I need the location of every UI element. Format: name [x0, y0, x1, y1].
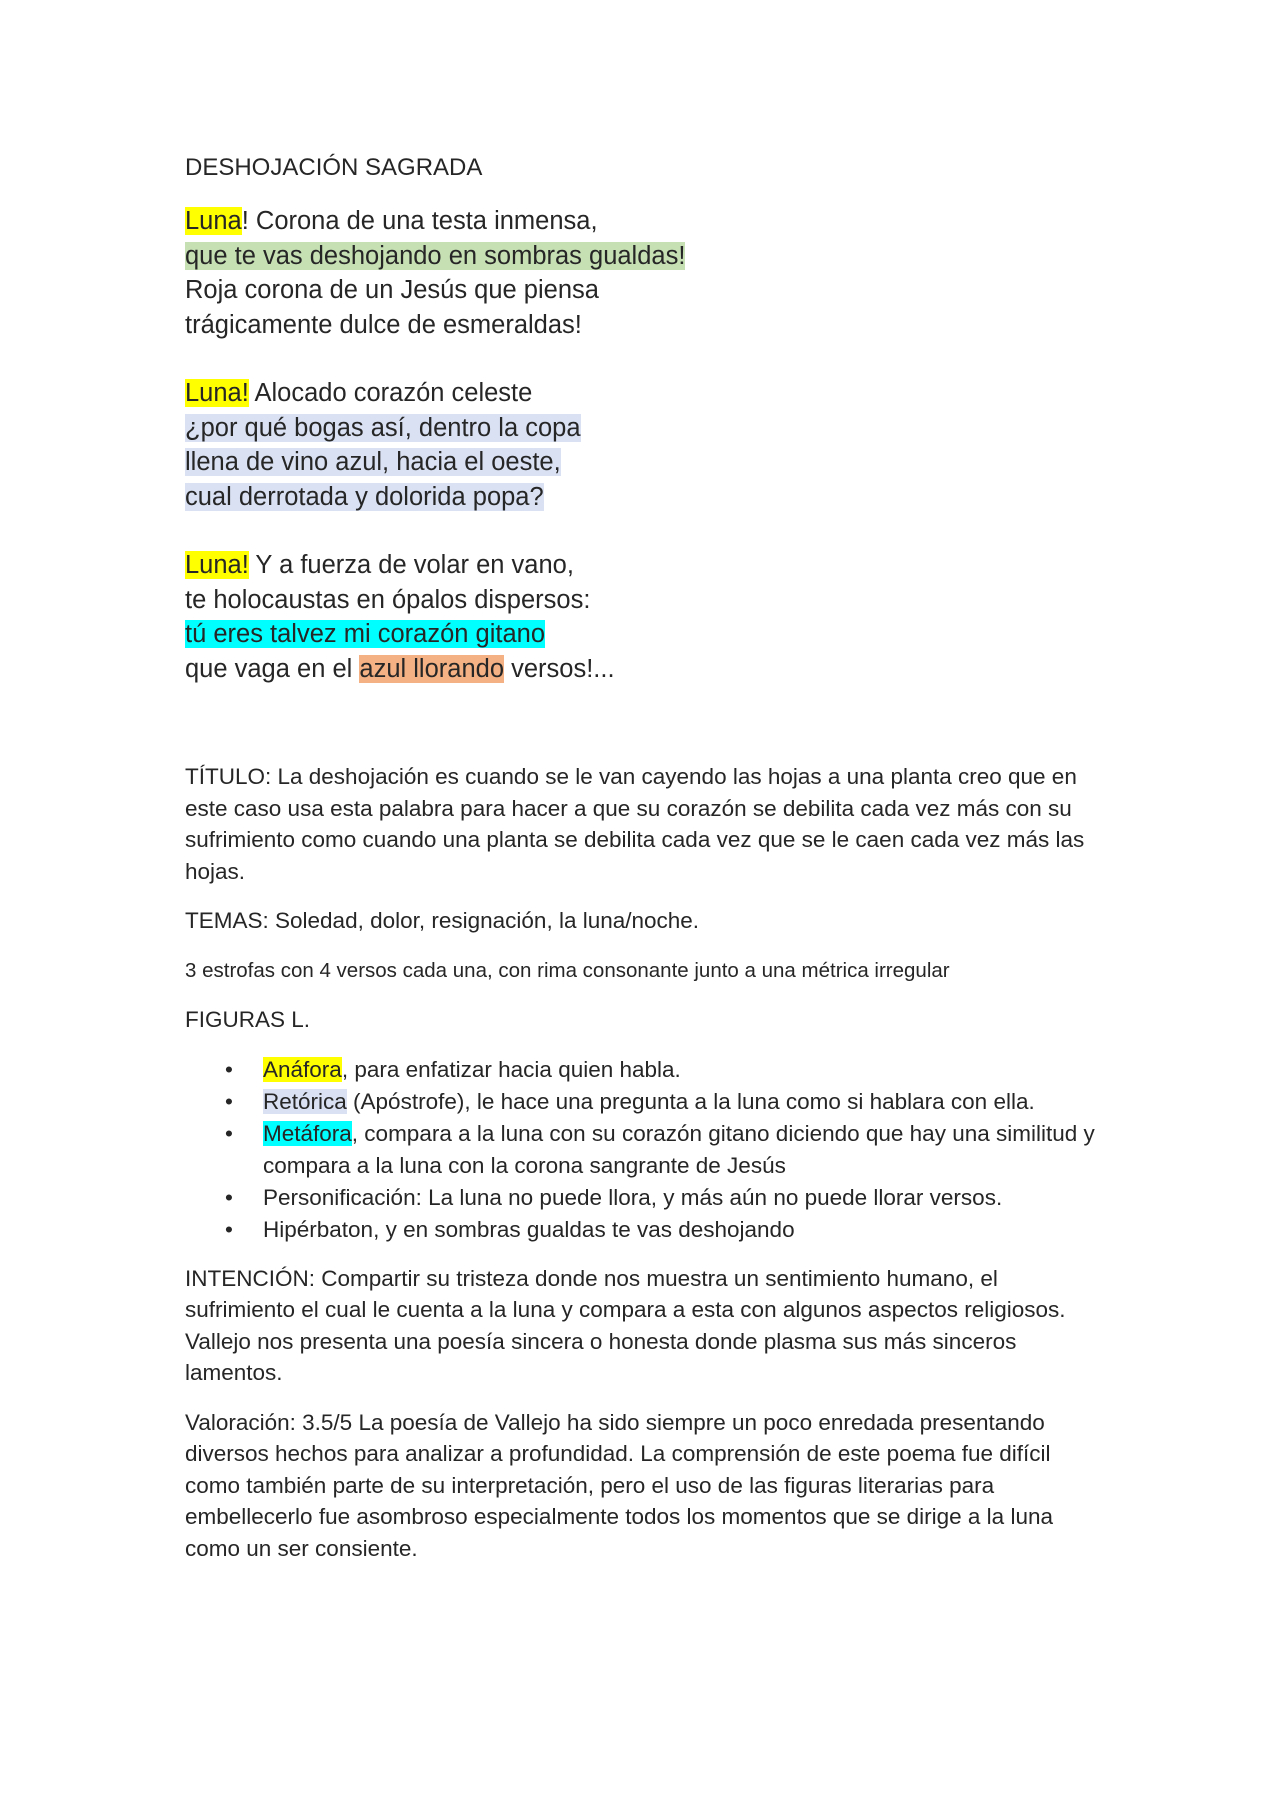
poem-verse	[185, 239, 1105, 274]
poem-verse	[185, 480, 1105, 515]
poem-verse	[185, 617, 1105, 652]
analysis-titulo: TÍTULO: La deshojación es cuando se le van cayendo las hojas a una planta creo que en este caso usa esta palabra para hacer a que su corazón se debilita cada vez más con su sufrimiento como cuando una planta se debilita cada vez que se le caen cada vez más las hojas.	[185, 764, 1085, 884]
poem-verse	[185, 204, 1105, 239]
poem-stanza	[185, 376, 1105, 514]
poem-verse	[185, 308, 1105, 343]
text-segment: que vaga en el	[185, 654, 360, 683]
figuras-heading: FIGURAS L.	[185, 1007, 311, 1032]
bullet-icon: •	[225, 1088, 233, 1114]
poem-verse	[185, 652, 1105, 687]
highlighted-text: Luna!	[185, 379, 249, 407]
text-segment: versos!...	[504, 654, 615, 683]
highlighted-text: cual derrotada y dolorida popa?	[185, 482, 544, 511]
text-segment: , compara a la luna con su corazón gitano diciendo que hay una similitud y compara a la luna con la corona sangrante de Jesús	[263, 1120, 1095, 1178]
bullet-icon: •	[225, 1216, 233, 1242]
poem-stanza	[185, 548, 1105, 686]
poem-verse	[185, 411, 1105, 446]
poem-verse	[185, 548, 1105, 583]
highlighted-text: ¿por qué bogas así, dentro la copa	[185, 413, 581, 442]
highlighted-text: Luna	[185, 207, 242, 235]
bullet-icon: •	[225, 1120, 233, 1146]
list-item	[185, 1182, 1105, 1214]
highlighted-text: tú eres talvez mi corazón gitano	[185, 620, 546, 648]
bullet-icon: •	[225, 1184, 233, 1210]
poem-verse	[185, 583, 1105, 618]
poem-stanza	[185, 204, 1105, 342]
highlighted-text: azul llorando	[359, 654, 505, 683]
highlighted-text: llena de vino azul, hacia el oeste,	[185, 448, 561, 476]
text-segment: Hipérbaton, y en sombras gualdas te vas deshojando	[263, 1216, 795, 1242]
text-segment: (Apóstrofe), le hace una pregunta a la luna como si hablara con ella.	[346, 1088, 1035, 1114]
bullet-icon: •	[225, 1056, 233, 1082]
highlighted-text: Retórica	[263, 1088, 347, 1114]
text-segment: , para enfatizar hacia quien habla.	[341, 1056, 681, 1082]
text-segment: Y a fuerza de volar en vano,	[248, 551, 574, 579]
list-item	[185, 1086, 1105, 1118]
highlighted-text: Luna!	[185, 551, 249, 579]
analysis-estrofas: 3 estrofas con 4 versos cada una, con rima consonante junto a una métrica irregular	[185, 958, 950, 982]
list-item	[185, 1054, 1105, 1086]
text-segment: Personificación: La luna no puede llora, y más aún no puede llorar versos.	[263, 1184, 1003, 1210]
text-segment: ! Corona de una testa inmensa,	[241, 207, 598, 235]
text-segment: trágicamente dulce de esmeraldas!	[185, 310, 582, 339]
document-body	[185, 152, 1105, 1582]
analysis-valoracion: Valoración: 3.5/5 La poesía de Vallejo ha sido siempre un poco enredada presentando diversos hechos para analizar a profundidad. La comprensión de este poema fue difícil como también parte de su interpretación, pero el uso de las figuras literarias para embellecerlo fue asombroso especialmente todos los momentos que se dirige a la luna como un ser consiente.	[185, 1409, 1053, 1561]
poem-verse	[185, 376, 1105, 411]
list-item	[185, 1214, 1105, 1246]
list-item	[185, 1118, 1105, 1182]
poem-title: DESHOJACIÓN SAGRADA	[185, 154, 483, 181]
highlighted-text: que te vas deshojando en sombras gualdas!	[185, 241, 686, 270]
poem-verse	[185, 273, 1105, 308]
poem-verse	[185, 445, 1105, 480]
text-segment: Roja corona de un Jesús que piensa	[185, 276, 599, 304]
figuras-list	[185, 1054, 1105, 1246]
highlighted-text: Metáfora	[263, 1120, 352, 1146]
analysis-temas: TEMAS: Soledad, dolor, resignación, la luna/noche.	[185, 908, 700, 933]
poem	[185, 204, 1105, 686]
text-segment: te holocaustas en ópalos dispersos:	[185, 585, 591, 614]
text-segment: Alocado corazón celeste	[248, 379, 533, 407]
highlighted-text: Anáfora	[263, 1056, 342, 1082]
analysis-section	[185, 761, 1105, 1564]
analysis-intencion: INTENCIÓN: Compartir su tristeza donde nos muestra un sentimiento humano, el sufrimiento el cual le cuenta a la luna y compara a esta con algunos aspectos religiosos. Vallejo nos presenta una poesía sincera o honesta donde plasma sus más sinceros lamentos.	[185, 1265, 1066, 1385]
